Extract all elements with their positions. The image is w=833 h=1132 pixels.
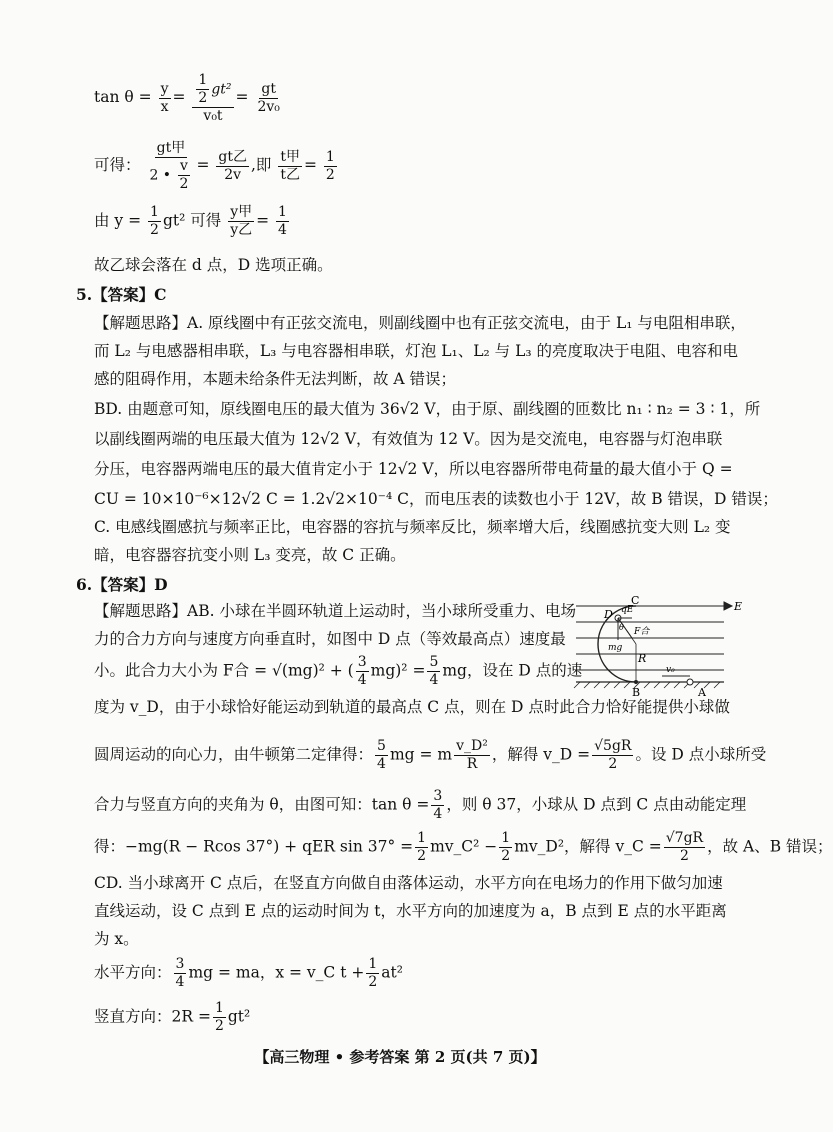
fraction (192, 72, 233, 124)
frac-den: 4 (377, 755, 386, 772)
frac-num: √7gR (665, 830, 704, 846)
frac-num: 5 (377, 738, 386, 754)
fraction (276, 204, 289, 239)
q5-line: 而 L₂ 与电感器相串联，L₃ 与电容器相串联，灯泡 L₁、L₂ 与 L₃ 的亮度取决于电阻、电容和电 (94, 342, 739, 360)
text-seg: 圆周运动的向心力，由牛顿第二定律得： (94, 745, 374, 764)
q6-line: 度为 v_D，由于小球恰好能运动到轨道的最高点 C 点，则在 D 点时此合力恰好能提供小球做 (94, 698, 730, 716)
frac-den: 2 (214, 1017, 224, 1034)
frac-den: 4 (175, 973, 185, 990)
fraction (159, 81, 171, 116)
frac-den: x (160, 98, 169, 115)
frac-num: 3 (175, 956, 185, 972)
fraction (366, 956, 379, 991)
frac-num: 1 (198, 72, 208, 88)
frac-num: y (160, 80, 169, 97)
text-seg: at² (381, 963, 403, 982)
frac-num: 1 (417, 830, 427, 846)
frac-den: 2 (368, 973, 378, 990)
frac-den: 4 (278, 221, 287, 238)
q5-line: 分压，电容器两端电压的最大值肯定小于 12√2 V，所以电容器所带电荷量的最大值小于 Q = (94, 460, 733, 478)
q5-line: 【解题思路】A. 原线圈中有正弦交流电，则副线圈中也有正弦交流电，由于 L₁ 与电阻相串联， (94, 314, 746, 332)
label-mg: mg (608, 643, 623, 653)
frac-den: 2 (417, 847, 427, 864)
fraction (415, 830, 428, 865)
frac-num: 1 (325, 148, 335, 165)
text-seg: mg，设在 D 点的速 (442, 661, 583, 680)
fraction (147, 140, 194, 192)
frac-num: gt (261, 80, 276, 97)
field-arrow-icon (724, 602, 732, 610)
frac-den: y乙 (230, 221, 253, 238)
electric-field-semicircle-diagram (574, 596, 750, 706)
text-seg: mv_D²，解得 v_C = (514, 837, 662, 856)
fraction (454, 738, 490, 773)
frac-num: v_D² (456, 738, 488, 754)
fraction (228, 204, 254, 239)
label-a: A (698, 686, 706, 699)
frac-den: 2 (679, 847, 689, 864)
fraction (174, 956, 187, 991)
fraction (592, 738, 633, 773)
q6-line: 直线运动，设 C 点到 E 点的运动时间为 t，水平方向的加速度为 a，B 点到 E 点的水平距离 (94, 902, 727, 920)
fraction (255, 81, 281, 116)
q6-line: 力的合力方向与速度方向垂直时，如图中 D 点（等效最高点）速度最 (94, 630, 566, 648)
text-seg: gt² (227, 1007, 251, 1026)
label-c: C (631, 594, 640, 607)
frac-den: 2 (325, 166, 335, 183)
frac-num: gt乙 (218, 148, 247, 165)
frac-num: t甲 (280, 148, 300, 165)
label-r: R (638, 652, 647, 665)
frac-den: 2 (501, 847, 511, 864)
label-v0: v₀ (666, 665, 675, 675)
q5-line: CU = 10×10⁻⁶×12√2 C = 1.2√2×10⁻⁴ C，而电压表的读数也小于 12V，故 B 错误，D 错误； (94, 490, 778, 508)
label-theta: θ (619, 623, 624, 632)
q6-line-force (94, 654, 582, 689)
frac-num: 1 (368, 956, 378, 972)
q5-line: 暗，电容器容抗变小则 L₃ 变亮，故 C 正确。 (94, 546, 406, 564)
frac-den: 4 (433, 805, 443, 822)
ball-a (687, 679, 693, 685)
q6-line: CD. 当小球离开 C 点后，在竖直方向做自由落体运动，水平方向在电场力的作用下做匀加速 (94, 874, 723, 892)
q5-line: 以副线圈两端的电压最大值为 12√2 V，有效值为 12 V。因为是交流电，电容器与灯泡串联 (94, 430, 723, 448)
conclusion-d: 故乙球会落在 d 点，D 选项正确。 (94, 256, 333, 274)
fraction (178, 158, 191, 193)
frac-num: 1 (214, 1000, 224, 1016)
you-b: gt² 可得 (162, 211, 222, 230)
frac-num: y甲 (230, 204, 253, 220)
frac-den: 2v (224, 166, 242, 183)
fraction (213, 1000, 226, 1035)
text-seg: 小。此合力大小为 F合 = √(mg)² + ( (94, 661, 354, 680)
frac-num: gt甲 (156, 140, 186, 156)
frac-num: v (180, 157, 188, 174)
frac-den: 2 (608, 755, 618, 772)
fraction (356, 654, 369, 689)
text-seg: 合力与竖直方向的夹角为 θ，由图可知：tan θ = (94, 795, 430, 814)
label-fhe: F合 (634, 627, 650, 637)
frac-den: 2v₀ (257, 98, 280, 115)
frac-den: t乙 (280, 166, 300, 183)
frac-den: 2 (150, 221, 159, 238)
fraction (431, 788, 444, 823)
q5-line: C. 电感线圈感抗与频率正比，电容器的容抗与频率反比，频率增大后，线圈感抗变大则 L₂ 变 (94, 518, 731, 536)
you-a: 由 y = (94, 211, 142, 230)
kede-label: 可得： (94, 156, 141, 175)
fraction (375, 738, 388, 773)
text-seg: mg = ma，x = v_C t + (188, 963, 365, 982)
fraction (278, 149, 302, 184)
label-e: E (734, 600, 743, 613)
text-seg: 。设 D 点小球所受 (635, 745, 767, 764)
fraction (427, 654, 440, 689)
q6-line-newton (94, 738, 766, 773)
you-equation: 由 y = $\frac{1}{2}$ gt² 可得 $\frac{\text{y甲}}{\text{y乙}}$ = $\frac{1}{4}$ (94, 204, 287, 238)
frac-den: R (466, 755, 478, 772)
frac-num: 1 (150, 204, 159, 220)
q6-line-theta (94, 788, 746, 823)
label-b: B (632, 686, 641, 699)
tan-label: tan θ = (94, 88, 152, 107)
text-seg: ，则 θ 37，小球从 D 点到 C 点由动能定理 (446, 795, 747, 814)
tan-theta-equation: tan θ = $\frac{y}{x}$ = $\frac{1}{2}$ gt² v₀t = $\frac{gt}{\text{2v₀}}$ (94, 72, 280, 124)
text-seg: ，故 A、B 错误； (707, 837, 833, 856)
text-seg: mv_C² − (430, 837, 498, 856)
frac-den: 4 (357, 671, 367, 688)
frac-num: 1 (278, 204, 287, 220)
q6-line: 为 x。 (94, 930, 139, 948)
text-seg: 水平方向： (94, 963, 172, 982)
point-b (634, 680, 638, 684)
fraction (499, 830, 512, 865)
text-seg: ，解得 v_D = (491, 745, 591, 764)
vertical-equation (94, 1000, 250, 1035)
horizontal-equation (94, 956, 403, 991)
q6-line-energy (94, 830, 833, 865)
frac-den: 2 (179, 175, 189, 192)
frac-den-prefix: 2 • (149, 167, 176, 184)
fraction (324, 149, 337, 184)
kede-mid: ,即 (250, 156, 272, 175)
label-qe: qE (621, 605, 634, 615)
frac-num (192, 72, 233, 108)
label-d: D (604, 608, 613, 621)
q5-line: BD. 由题意可知，原线圈电压的最大值为 36√2 V，由于原、副线圈的匝数比 n₁ ∶ n₂ = 3 ∶ 1，所 (94, 400, 761, 418)
text-seg: mg = m (389, 745, 453, 764)
frac-den (147, 158, 194, 193)
kede-equation: 可得： gt甲 2 • $\frac{v}{2}$ = $\frac{\text{gt乙}}{2v}$ ,即 $\frac{\text{t甲}}{\text{t乙}}$ = $\frac{1}{2}$ (94, 140, 335, 192)
text-seg: 得：−mg(R − Rcos 37°) + qER sin 37° = (94, 837, 414, 856)
fraction (216, 149, 249, 184)
frac-num: 1 (501, 830, 511, 846)
fraction (148, 204, 161, 239)
fraction (196, 72, 209, 107)
frac-num: 3 (357, 654, 367, 670)
frac-den: v₀t (203, 107, 223, 124)
page-footer: 【高三物理 • 参考答案 第 2 页(共 7 页)】 (254, 1048, 546, 1066)
frac-den: 2 (198, 89, 208, 106)
text-seg: mg)² = (370, 661, 426, 680)
q5-line: 感的阻碍作用，本题未给条件无法判断，故 A 错误； (94, 370, 457, 388)
frac-num-rest: gt² (211, 81, 232, 98)
q5-answer-head: 5.【答案】C (76, 285, 167, 304)
text-seg: 竖直方向：2R = (94, 1007, 211, 1026)
q6-answer-head: 6.【答案】D (76, 575, 168, 594)
frac-num: 5 (429, 654, 439, 670)
frac-num: 3 (433, 788, 443, 804)
frac-num: √5gR (594, 738, 632, 754)
frac-den: 4 (429, 671, 439, 688)
q6-line: 【解题思路】AB. 小球在半圆环轨道上运动时，当小球所受重力、电场 (94, 602, 576, 620)
fraction (664, 830, 705, 865)
